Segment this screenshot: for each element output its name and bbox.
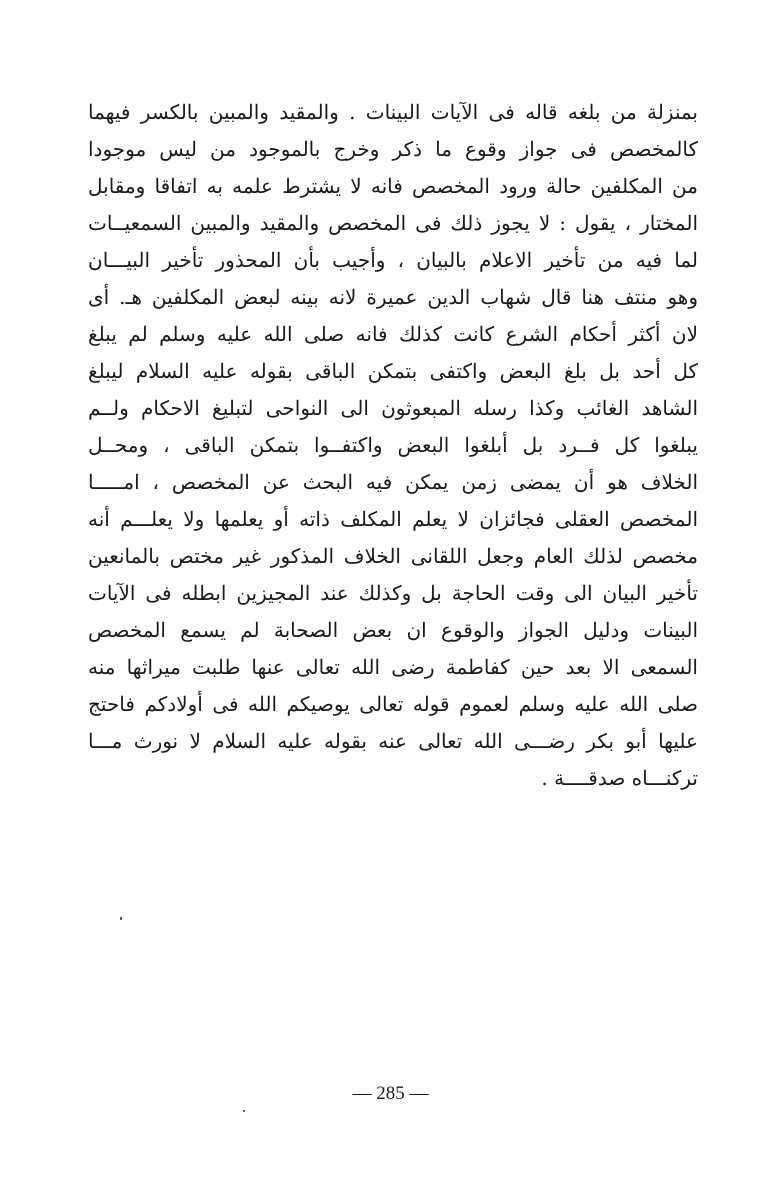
scan-speck bbox=[243, 1110, 245, 1112]
text-line: لما فيه من تأخير الاعلام بالبيان ، وأجيب بأن المحذور تأخير البيـــان bbox=[88, 248, 698, 272]
text-line: الشاهد الغائب وكذا رسله المبعوثون الى النواحى لتبليغ الاحكام ولــم bbox=[88, 396, 698, 420]
text-line: من المكلفين حالة ورود المخصص فانه لا يشترط علمه به اتفاقا ومقابل bbox=[88, 174, 698, 198]
text-line: مخصص لذلك العام وجعل اللقانى الخلاف المذكور غير مختص بالمانعين bbox=[88, 544, 698, 568]
text-line: يبلغوا كل فــرد بل أبلغوا البعض واكتفــوا بتمكن الباقى ، ومحــل bbox=[88, 433, 698, 457]
text-line: البينات ودليل الجواز والوقوع ان بعض الصحابة لم يسمع المخصص bbox=[88, 618, 698, 642]
text-line: وهو منتف هنا قال شهاب الدين عميرة لانه بينه لبعض المكلفين هـ. أى bbox=[88, 285, 698, 309]
body-text bbox=[88, 94, 698, 797]
text-line: المخصص العقلى فجائزان لا يعلم المكلف ذاته أو يعلمها ولا يعلـــم أنه bbox=[88, 507, 698, 531]
text-line: بمنزلة من بلغه قاله فى الآيات البينات . والمقيد والمبين بالكسر فيهما bbox=[88, 100, 698, 124]
text-line: المختار ، يقول : لا يجوز ذلك فى المخصص والمقيد والمبين السمعيــات bbox=[88, 211, 698, 235]
text-line-last: تركنـــاه صدقــــة . bbox=[541, 766, 698, 790]
scan-speck bbox=[120, 917, 122, 920]
text-line: السمعى الا بعد حين كفاطمة رضى الله تعالى عنها طلبت ميراثها منه bbox=[88, 655, 698, 679]
text-line: لان أكثر أحكام الشرع كانت كذلك فانه صلى الله عليه وسلم لم يبلغ bbox=[88, 322, 698, 346]
page-number: — 285 — bbox=[352, 1083, 429, 1104]
text-line: صلى الله عليه وسلم لعموم قوله تعالى يوصيكم الله فى أولادكم فاحتج bbox=[88, 692, 698, 716]
text-line: كالمخصص فى جواز وقوع ما ذكر وخرج بالموجود من ليس موجودا bbox=[88, 137, 698, 161]
text-line: عليها أبو بكر رضـــى الله تعالى عنه بقوله عليه السلام لا نورث مـــا bbox=[88, 729, 698, 753]
text-line: كل أحد بل بلغ البعض واكتفى بتمكن الباقى بقوله عليه السلام ليبلغ bbox=[88, 359, 698, 383]
text-line: تأخير البيان الى وقت الحاجة بل وكذلك عند المجيزين ابطله فى الآيات bbox=[88, 581, 698, 605]
text-line: الخلاف هو أن يمضى زمن يمكن فيه البحث عن المخصص ، امـــــا bbox=[88, 470, 698, 494]
